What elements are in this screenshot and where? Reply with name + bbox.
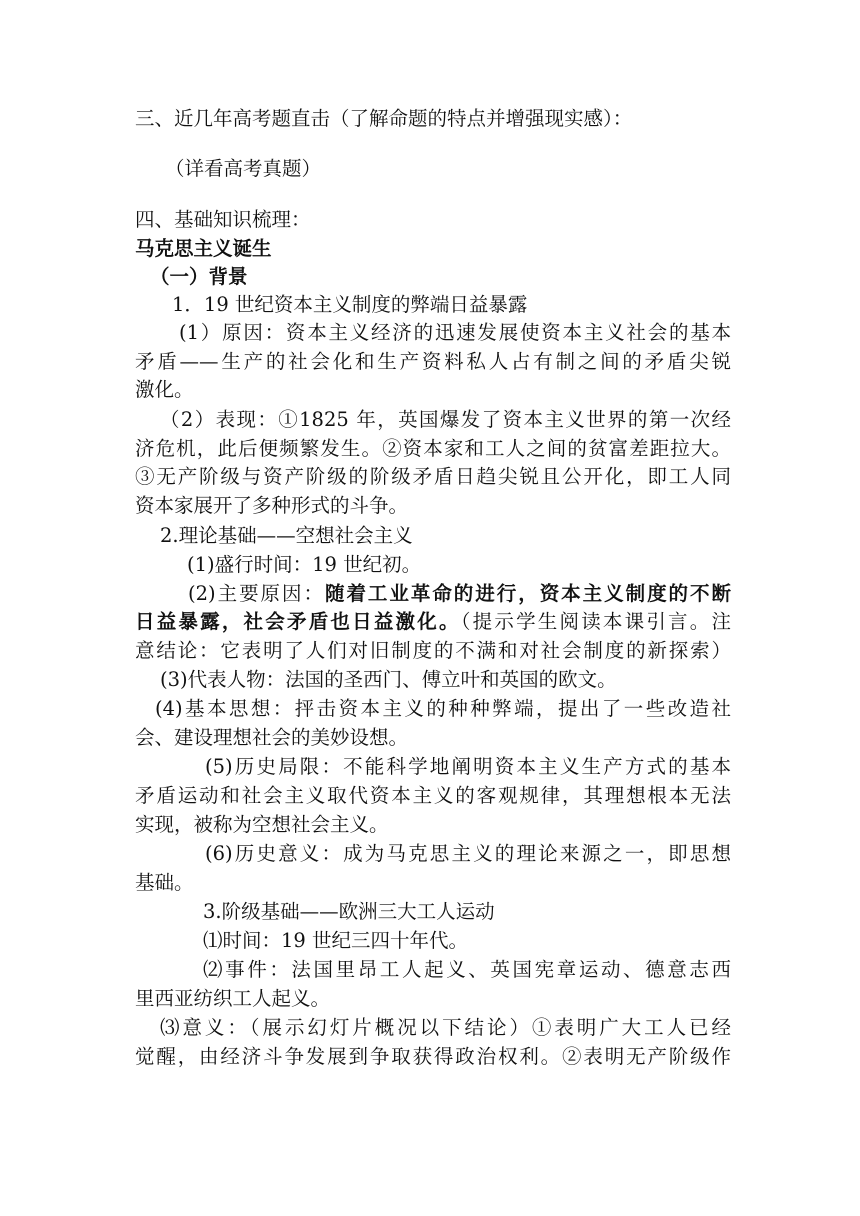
- main-reason-bold-1: 随着工业革命的进行，资本主义制度的不断: [324, 582, 731, 605]
- meaning-line-1: ⑶意义：（展示幻灯片概况以下结论）①表明广大工人已经: [160, 1016, 731, 1039]
- item-1-title: 1．19 世纪资本主义制度的弊端日益暴露: [172, 293, 528, 316]
- cause-line-2: 矛盾——生产的社会化和生产资料私人占有制之间的矛盾尖锐: [135, 350, 731, 373]
- section-3-note: （详看高考真题）: [165, 157, 322, 180]
- main-reason-label: (2)主要原因：: [188, 582, 325, 605]
- events-line-2: 里西亚纺织工人起义。: [135, 987, 331, 1010]
- section-3-heading: 三、近几年高考题直击（了解命题的特点并增强现实感）：: [135, 107, 633, 130]
- item-3-title: 3.阶级基础——欧洲三大工人运动: [203, 900, 495, 923]
- limitation-line-3: 实现，被称为空想社会主义。: [135, 813, 389, 836]
- background-heading: （一）背景: [150, 265, 248, 288]
- main-reason-note-1: （提示学生阅读本课引言。注: [460, 610, 731, 633]
- cause-line-1: (1）原因：资本主义经济的迅速发展使资本主义社会的基本: [179, 321, 731, 344]
- performance-line-2: 济危机，此后便频繁发生。②资本家和工人之间的贫富差距拉大。: [135, 437, 731, 460]
- meaning-line-2: 觉醒，由经济斗争发展到争取获得政治权利。②表明无产阶级作: [135, 1045, 731, 1068]
- item-2-title: 2.理论基础——空想社会主义: [160, 524, 413, 547]
- significance-line-1: (6)历史意义：成为马克思主义的理论来源之一，即思想: [205, 842, 731, 865]
- performance-line-4: 资本家展开了多种形式的斗争。: [135, 494, 409, 517]
- events-line-1: ⑵事件：法国里昂工人起义、英国宪章运动、德意志西: [203, 958, 731, 981]
- performance-line-3: ③无产阶级与资产阶级的阶级矛盾日趋尖锐且公开化，即工人同: [135, 465, 731, 488]
- section-4-heading: 四、基础知识梳理：: [135, 208, 311, 231]
- main-reason-line-2: [135, 610, 731, 634]
- main-reason-bold-2: 日益暴露，社会矛盾也日益激化。: [135, 610, 461, 633]
- main-reason-line-1: [188, 582, 731, 606]
- basic-idea-line-2: 会、建设理想社会的美妙设想。: [135, 726, 409, 749]
- popular-time: (1)盛行时间：19 世纪初。: [187, 553, 422, 576]
- main-reason-note-2: 意结论：它表明了人们对旧制度的不满和对社会制度的新探索）: [135, 639, 731, 662]
- limitation-line-1: (5)历史局限：不能科学地阐明资本主义生产方式的基本: [205, 755, 731, 778]
- limitation-line-2: 矛盾运动和社会主义取代资本主义的客观规律，其理想根本无法: [135, 784, 731, 807]
- movement-time: ⑴时间：19 世纪三四十年代。: [203, 929, 469, 952]
- performance-line-1: （2）表现：①1825 年，英国爆发了资本主义世界的第一次经: [160, 408, 731, 431]
- basic-idea-line-1: (4)基本思想：抨击资本主义的种种弊端，提出了一些改造社: [155, 697, 731, 720]
- cause-line-3: 激化。: [135, 378, 194, 401]
- topic-title: 马克思主义诞生: [135, 237, 272, 260]
- significance-line-2: 基础。: [135, 871, 194, 894]
- representatives: (3)代表人物：法国的圣西门、傅立叶和英国的欧文。: [160, 668, 617, 691]
